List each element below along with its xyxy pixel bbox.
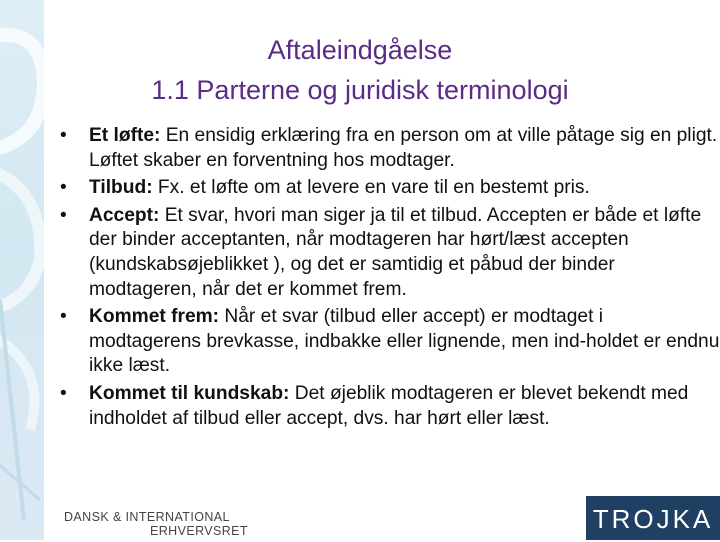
bullet-text: Et svar, hvori man siger ja til et tilbud. Accepten er både et løfte der binder acceptanten, når modtageren har hørt/læst accepten (kundskabsøjeblikket ), og det er samtidig et påbud der binder modtageren, når det er kommet frem. bbox=[89, 204, 702, 300]
trojka-logo: TROJKA bbox=[586, 496, 720, 540]
bullet-text: Det øjeblik modtageren er blevet bekendt med indholdet af tilbud eller accept, dvs. har hørt eller læst. bbox=[89, 382, 689, 429]
bullet-term: Accept: bbox=[89, 204, 160, 226]
logo-left-line-1: DANSK & INTERNATIONAL bbox=[64, 510, 230, 524]
bullet-list bbox=[60, 124, 720, 434]
bullet-item bbox=[60, 204, 720, 302]
bullet-term: Kommet frem: bbox=[89, 306, 220, 328]
logo-left-line-2: ERHVERVSRET bbox=[150, 524, 248, 538]
dansk-international-erhvervsret-logo bbox=[64, 510, 248, 538]
title-line-1: Aftaleindgåelse bbox=[267, 35, 453, 65]
decorative-side-graphic bbox=[0, 0, 44, 540]
bullet-term: Tilbud: bbox=[89, 177, 153, 199]
bullet-text: Fx. et løfte om at levere en vare til en bestemt pris. bbox=[152, 177, 590, 199]
slide-title bbox=[60, 30, 660, 110]
bullet-item bbox=[60, 124, 720, 173]
bullet-term: Et løfte: bbox=[89, 125, 161, 146]
section-sign-icon bbox=[0, 0, 44, 540]
bullet-term: Kommet til kundskab: bbox=[89, 382, 290, 404]
bullet-text: Når et svar (tilbud eller accept) er modtaget i modtagerens brevkasse, indbakke eller lignende, men ind-holdet er endnu ikke læst. bbox=[89, 306, 720, 377]
bullet-item bbox=[60, 382, 720, 431]
bullet-text: En ensidig erklæring fra en person om at ville påtage sig en pligt. Løftet skaber en forventning hos modtager. bbox=[89, 125, 718, 171]
bullet-item bbox=[60, 305, 720, 379]
bullet-item bbox=[60, 176, 720, 201]
title-line-2: 1.1 Parterne og juridisk terminologi bbox=[151, 75, 569, 105]
